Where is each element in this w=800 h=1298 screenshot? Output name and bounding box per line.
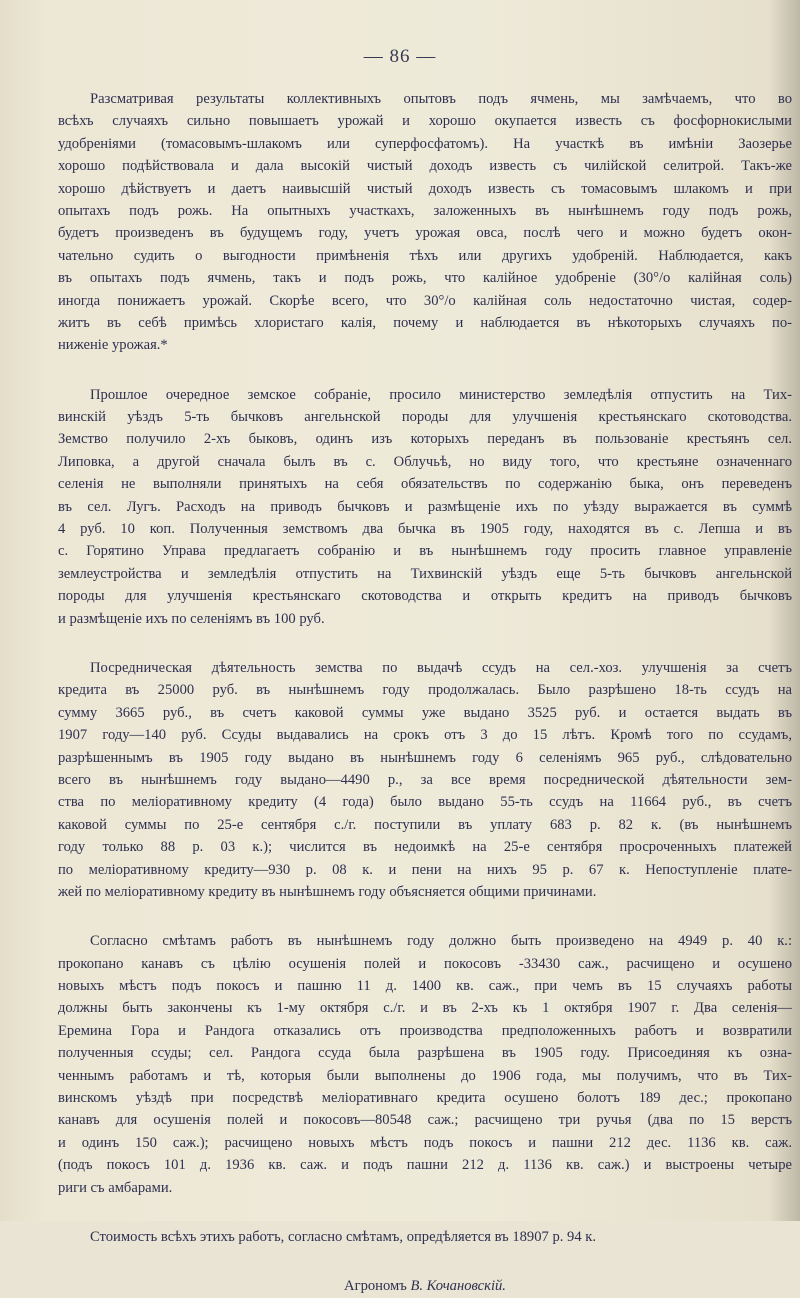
text-line: Еремина Гора и Рандога отказались отъ производства предположенныхъ работъ и возвратили: [58, 1022, 792, 1039]
text-line: ниженіе урожая.*: [58, 337, 168, 354]
text-line: Земство получило 2-хъ быковъ, одинъ изъ которыхъ переданъ въ пользованіе крестьянъ сел.: [58, 431, 792, 448]
text-line: разрѣшеннымъ въ 1905 году выдано въ нынѣшнемъ году 6 селеніямъ 965 руб., слѣдовательно: [58, 749, 792, 766]
text-line: прокопано канавъ съ цѣлію осушенія полей и покосовъ -33430 саж., расчищено и осушено: [58, 955, 792, 972]
text-line: хорошо подѣйствовала и дала высокій чистый доходъ известь съ чилійской селитрой. Такъ-же: [58, 158, 792, 175]
text-line: чательно судить о выгодности примѣненія тѣхъ или другихъ удобреній. Наблюдается, какъ: [58, 247, 792, 264]
text-line: будетъ произведенъ въ будущемъ году, учетъ урожая овса, послѣ чего и можно будетъ окон-: [58, 225, 792, 242]
text-line: землеустройства и земледѣлія отпустить на Тихвинскій уѣздъ еще 5-ть бычковъ ангельнской: [58, 565, 792, 582]
text-line: иногда понижаетъ урожай. Скорѣе всего, что 30°/о калійная соль недостаточно чистая, содер-: [58, 292, 792, 309]
text-line: ства по меліоративному кредиту (4 года) было выдано 55-ть ссудъ на 11664 руб., въ счетъ: [58, 794, 792, 811]
text-line: Липовка, а другой сначала былъ въ с. Облучьѣ, но виду того, что крестьяне означеннаго: [58, 453, 792, 470]
text-line: новыхъ мѣстъ подъ покосъ и пашню 11 д. 1400 кв. саж., при чемъ въ 15 случаяхъ работы: [58, 978, 792, 995]
text-line: кредита въ 25000 руб. въ нынѣшнемъ году продолжалась. Было разрѣшено 18-ть ссудъ на: [58, 682, 792, 699]
text-line: Прошлое очередное земское собраніе, просило министерство земледѣлія отпустить на Тих-: [90, 386, 792, 403]
text-line: канавъ для осушенія полей и покосовъ—80548 саж.; расчищено три ручья (два по 15 верстъ: [58, 1112, 792, 1129]
text-line: жей по меліоративному кредиту въ нынѣшнемъ году объясняется общими причинами.: [58, 883, 597, 900]
text-line: 4 руб. 10 коп. Полученныя земствомъ два бычка въ 1905 году, находятся въ с. Лепша и въ: [58, 521, 792, 538]
paragraph: [58, 1226, 792, 1248]
text-line: удобреніями (томасовымъ-шлакомъ или суперфосфатомъ). На участкѣ въ имѣніи Заозерье: [58, 135, 792, 152]
text-line: году только 88 р. 03 к.); числится въ недоимкѣ на 25-е сентября просроченныхъ платежей: [58, 839, 792, 856]
text-line: Согласно смѣтамъ работъ въ нынѣшнемъ году должно быть произведено на 4949 р. 40 к.:: [90, 933, 792, 950]
text-line: житъ въ себѣ примѣсь хлористаго калія, почему и наблюдается въ нѣкоторыхъ случаяхъ по-: [58, 314, 792, 331]
paragraph: [58, 384, 792, 630]
text-line: породы для улучшенія крестьянскаго скотоводства и открыть кредитъ на приводъ бычковъ: [58, 588, 792, 605]
text-line: Стоимость всѣхъ этихъ работъ, согласно смѣтамъ, опредѣляется въ 18907 р. 94 к.: [90, 1228, 597, 1245]
paragraph: [58, 88, 792, 357]
text-line: и размѣщеніе ихъ по селеніямъ въ 100 руб.: [58, 610, 325, 627]
signature: [58, 1275, 792, 1297]
text-line: винскій уѣздъ 5-ть бычковъ ангельнской породы для улучшенія крестьянскаго скотоводства.: [58, 409, 792, 426]
text-line: по меліоративному кредиту—930 р. 08 к. и пени на нихъ 95 р. 67 к. Непоступленіе плате-: [58, 861, 792, 878]
paragraph: [58, 657, 792, 903]
text-line: риги съ амбарами.: [58, 1179, 173, 1196]
signature-title: Агрономъ: [344, 1278, 411, 1295]
text-line: полученныя ссуды; сел. Рандога ссуда была разрѣшена въ 1905 году. Присоединяя къ озна-: [58, 1045, 792, 1062]
text-line: и одинъ 150 саж.); расчищено новыхъ мѣстъ подъ покосъ и пашни 212 дес. 1136 кв. саж.: [58, 1134, 792, 1151]
page-number: — 86 —: [363, 46, 437, 67]
text-line: Посредническая дѣятельность земства по выдачѣ ссудъ на сел.-хоз. улучшенія за счетъ: [90, 659, 792, 676]
text-line: сумму 3665 руб., въ счетъ каковой суммы уже выдано 3525 руб. и остается выдать въ: [58, 704, 792, 721]
text-line: хорошо дѣйствуетъ и даетъ наивысшій чистый доходъ известь съ томасовымъ шлакомъ и при: [58, 180, 792, 197]
text-line: опытахъ подъ рожь. На опытныхъ участкахъ, заложенныхъ въ нынѣшнемъ году подъ рожь,: [58, 202, 792, 219]
signature-line: [58, 1275, 792, 1297]
text-line: всего въ нынѣшнемъ году выдано—4490 р., за все время посреднической дѣятельности зем-: [58, 771, 792, 788]
text-line: Разсматривая результаты коллективныхъ опытовъ подъ ячмень, мы замѣчаемъ, что во: [90, 91, 792, 107]
text-line: селенія не выполняли принятыхъ на себя обязательствъ по содержанію быка, онъ переведенъ: [58, 476, 792, 493]
paragraph: [58, 930, 792, 1199]
text-line: въ сел. Лугъ. Расходъ на приводъ бычковъ и размѣщеніе ихъ по уѣзду выражается въ суммѣ: [58, 498, 792, 515]
text-line: всѣхъ случаяхъ сильно повышаетъ урожай и хорошо окупается известь съ фосфорнокислыми: [58, 113, 792, 130]
text-line: ченнымъ работамъ и тѣ, которыя были выполнены до 1906 года, мы получимъ, что въ Тих-: [58, 1067, 792, 1084]
document-body: [58, 88, 792, 1298]
text-line: с. Горятино Управа предлагаетъ собранію и въ нынѣшнемъ году просить главное управленіе: [58, 543, 792, 560]
text-line: 1907 году—140 руб. Ссуды выдавались на срокъ отъ 3 до 15 лѣтъ. Кромѣ того по ссудамъ,: [58, 727, 792, 744]
text-line: каковой суммы по 25-е сентября с./г. поступили въ уплату 683 р. 82 к. (въ нынѣшнемъ: [58, 816, 792, 833]
text-line: винскомъ уѣздѣ при посредствѣ меліоративнаго кредита осушено болотъ 189 дес.; прокопано: [58, 1090, 792, 1107]
text-line: (подъ покосъ 101 д. 1936 кв. саж. и подъ пашни 212 д. 1136 кв. саж.) и выстроены четыре: [58, 1157, 792, 1174]
text-line: въ опытахъ подъ ячмень, такъ и подъ рожь, что калійное удобреніе (30°/о калійная соль): [58, 270, 792, 287]
text-line: должны быть закончены къ 1-му октября с./г. и въ 2-хъ къ 1 октября 1907 г. Два селенія—: [58, 1000, 792, 1017]
signature-name: В. Кочановскій.: [410, 1278, 506, 1295]
